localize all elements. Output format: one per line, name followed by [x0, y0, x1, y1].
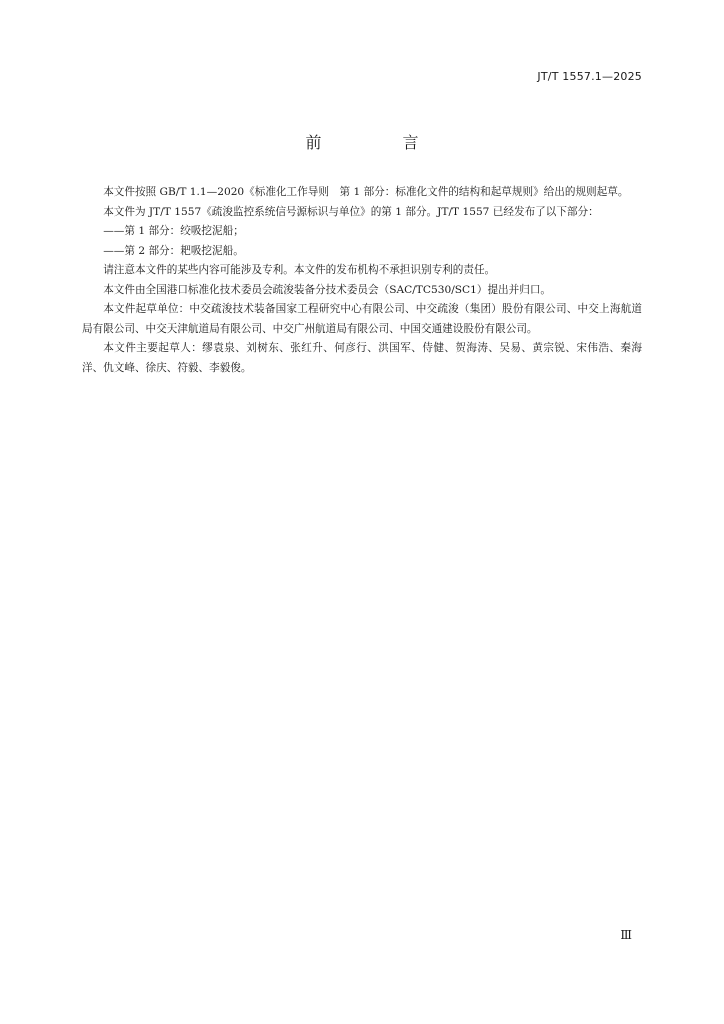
paragraph-proposer: 本文件由全国港口标准化技术委员会疏浚装备分技术委员会（SAC/TC530/SC1）提出并归口。: [103, 283, 552, 296]
standard-code: JT/T 1557.1—2025: [537, 70, 642, 83]
paragraph-document-part: 本文件为 JT/T 1557《疏浚监控系统信号源标识与单位》的第 1 部分。JT/T 1557 已经发布了以下部分：: [103, 205, 599, 218]
list-item-part-2: ——第 2 部分：耙吸挖泥船。: [103, 244, 244, 257]
paragraph-patent-notice: 请注意本文件的某些内容可能涉及专利。本文件的发布机构不承担识别专利的责任。: [103, 264, 496, 276]
list-item-part-1: ——第 1 部分：绞吸挖泥船；: [103, 225, 244, 237]
paragraph-drafters: 本文件主要起草人：缪袁泉、刘树东、张红升、何彦行、洪国军、侍健、贺海涛、吴易、黄宗锐、宋伟浩、秦海洋、仇文峰、徐庆、符毅、李毅俊。: [82, 342, 642, 374]
paragraph-drafting-rules: 本文件按照 GB/T 1.1—2020《标准化工作导则 第 1 部分：标准化文件的结构和起草规则》给出的规则起草。: [103, 186, 629, 198]
paragraph-drafting-units: 本文件起草单位：中交疏浚技术装备国家工程研究中心有限公司、中交疏浚（集团）股份有限公司、中交上海航道局有限公司、中交天津航道局有限公司、中交广州航道局有限公司、中国交通建设股份有限公司。: [82, 303, 642, 335]
page-title: 前 言: [305, 133, 457, 152]
foreword-body: [82, 183, 642, 378]
page-number: Ⅲ: [620, 928, 632, 942]
